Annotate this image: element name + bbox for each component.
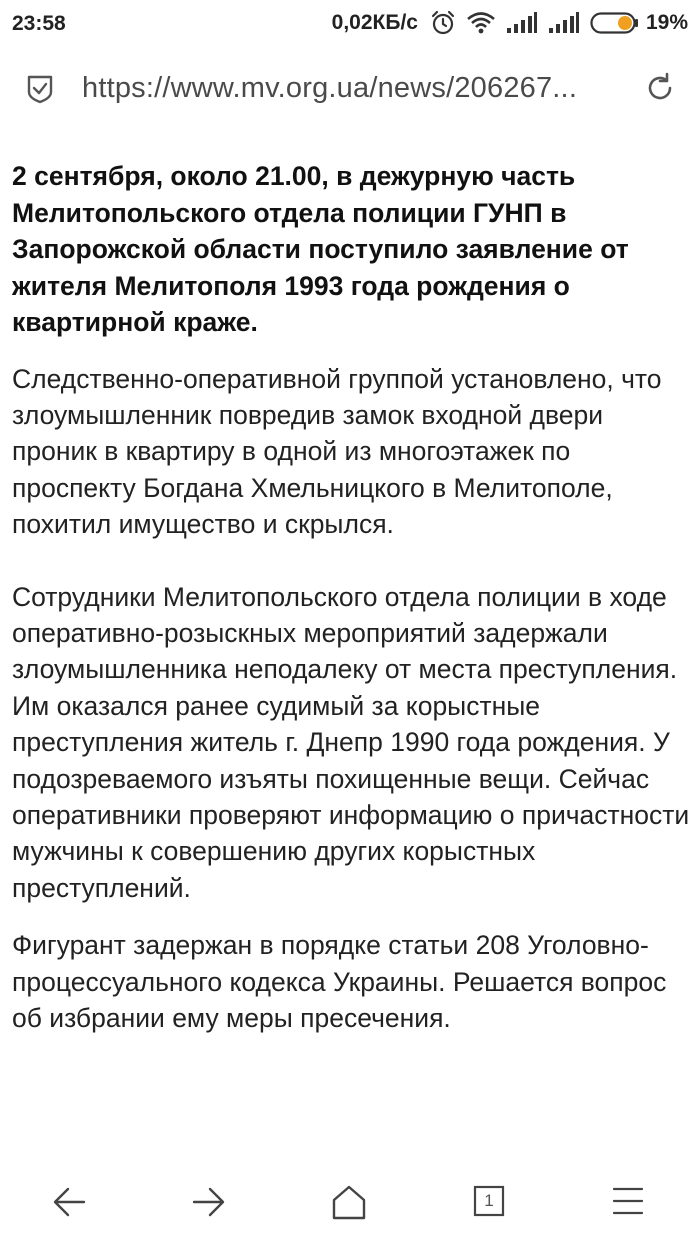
reload-icon[interactable] [644,72,676,104]
url-text[interactable]: https://www.mv.org.ua/news/206267... [82,72,578,104]
browser-bottom-toolbar [0,1170,700,1244]
article-lead: 2 сентября, около 21.00, в дежурную часть Мелитопольского отдела полиции ГУНП в Запорожской области поступило заявление от жителя Мелитополя 1993 года рождения о квартирной краже. [12,161,629,337]
article-paragraph: Следственно-оперативной группой установлено, что злоумышленник повредив замок входной двери проник в квартиру в одной из многоэтажек по проспекту Богдана Хмельницкого в Мелитополе, похитил имущество и скрылся. [12,363,662,540]
battery-percent: 19% [645,11,688,34]
signal-icon [506,12,538,34]
tab-count: 1 [484,1191,494,1210]
wifi-icon [466,11,496,35]
status-icons [332,10,688,36]
battery-icon [590,11,640,35]
forward-arrow-icon[interactable] [190,1184,226,1220]
network-speed: 0,02КБ/с [331,11,418,34]
menu-icon[interactable] [610,1184,646,1218]
address-bar[interactable] [0,58,700,122]
status-bar [0,0,700,50]
alarm-icon [430,10,456,36]
back-arrow-icon[interactable] [52,1184,88,1220]
status-time: 23:58 [12,12,66,35]
home-icon[interactable] [330,1184,368,1220]
article-paragraph: Фигурант задержан в порядке статьи 208 Уголовно-процессуального кодекса Украины. Решается вопрос об избрании ему меры пресечения. [12,930,667,1033]
tabs-icon[interactable] [472,1184,506,1218]
article-paragraph: Сотрудники Мелитопольского отдела полиции в ходе оперативно-розыскных мероприятий задержали злоумышленника неподалеку от места преступления. Им оказался ранее судимый за корыстные преступления житель г. Днепр 1990 года рождения. У подозреваемого изъяты похищенные вещи. Сейчас оперативники проверяют информацию о причастности мужчины к совершению других корыстных преступлений. [12,581,690,903]
article-body [12,158,692,1036]
battery-indicator [590,11,688,35]
signal-icon [548,12,580,34]
shield-check-icon[interactable] [26,74,54,104]
